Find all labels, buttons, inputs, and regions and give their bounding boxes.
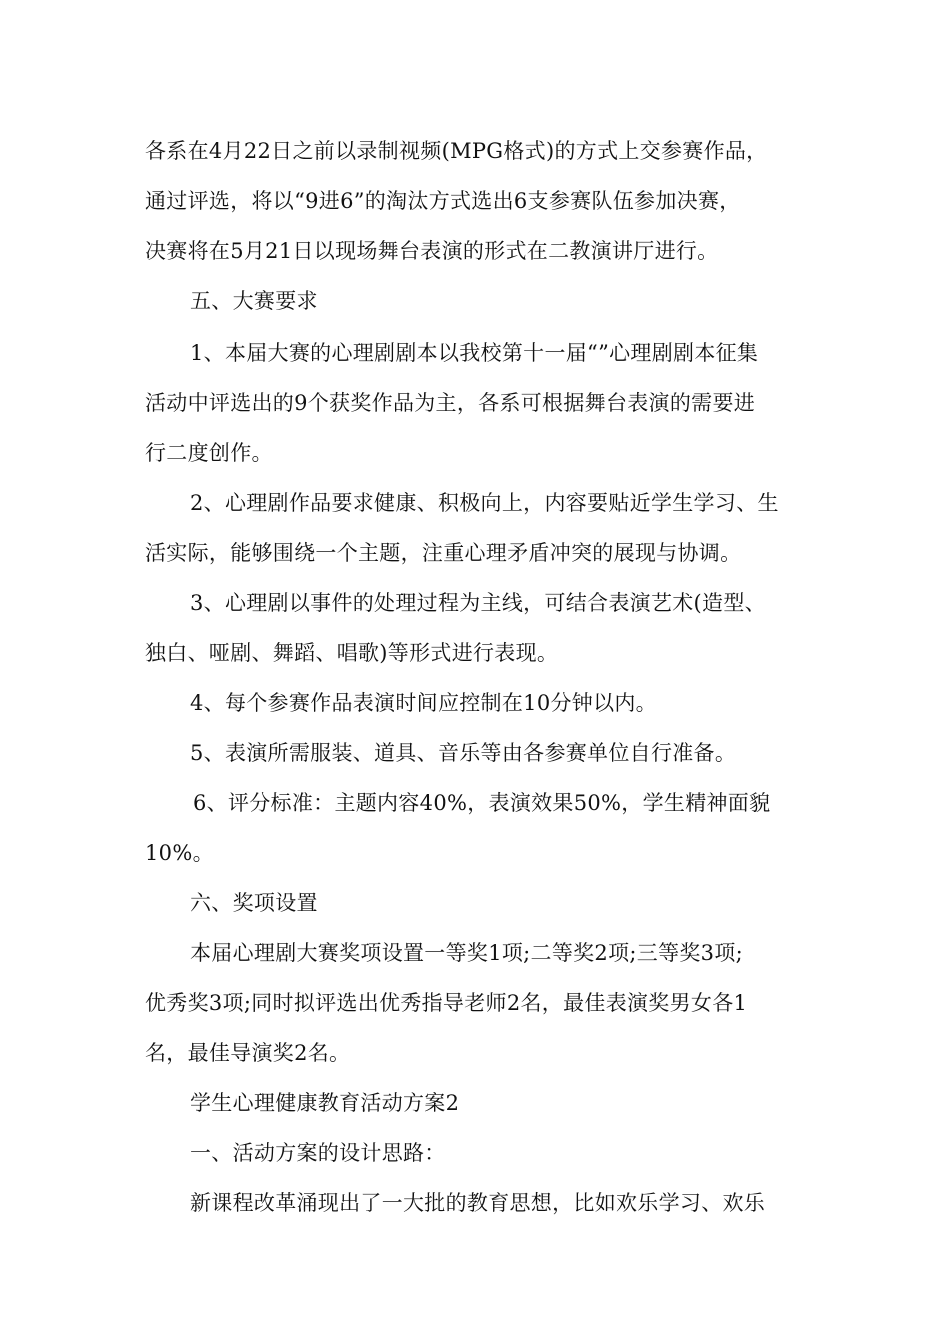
paragraph-line: 1、本届大赛的心理剧剧本以我校第十一届“”心理剧剧本征集 bbox=[190, 341, 759, 365]
paragraph-line: 通过评选，将以“9进6”的淘汰方式选出6支参赛队伍参加决赛， bbox=[145, 189, 741, 213]
paragraph-line: 名，最佳导演奖2名。 bbox=[145, 1041, 351, 1065]
paragraph-line: 6、评分标准：主题内容40%，表演效果50%，学生精神面貌 bbox=[193, 791, 771, 815]
paragraph-line: 本届心理剧大赛奖项设置一等奖1项;二等奖2项;三等奖3项; bbox=[190, 941, 744, 965]
paragraph-line: 优秀奖3项;同时拟评选出优秀指导老师2名，最佳表演奖男女各1 bbox=[145, 991, 748, 1015]
document-title: 学生心理健康教育活动方案2 bbox=[190, 1091, 460, 1115]
paragraph-line: 活实际，能够围绕一个主题，注重心理矛盾冲突的展现与协调。 bbox=[145, 541, 742, 565]
section-heading: 五、大赛要求 bbox=[190, 289, 318, 313]
paragraph-line: 10%。 bbox=[145, 841, 214, 865]
paragraph-line: 决赛将在5月21日以现场舞台表演的形式在二教演讲厅进行。 bbox=[145, 239, 719, 263]
paragraph-line: 3、心理剧以事件的处理过程为主线，可结合表演艺术(造型、 bbox=[190, 591, 766, 615]
paragraph-line: 5、表演所需服装、道具、音乐等由各参赛单位自行准备。 bbox=[190, 741, 737, 765]
section-heading: 一、活动方案的设计思路： bbox=[190, 1141, 446, 1165]
section-heading: 六、奖项设置 bbox=[190, 891, 318, 915]
paragraph-line: 独白、哑剧、舞蹈、唱歌)等形式进行表现。 bbox=[145, 641, 559, 665]
paragraph-line: 各系在4月22日之前以录制视频(MPG格式)的方式上交参赛作品， bbox=[145, 139, 768, 163]
paragraph-line: 新课程改革涌现出了一大批的教育思想，比如欢乐学习、欢乐 bbox=[190, 1191, 766, 1215]
paragraph-line: 行二度创作。 bbox=[145, 441, 273, 465]
paragraph-line: 活动中评选出的9个获奖作品为主，各系可根据舞台表演的需要进 bbox=[145, 391, 756, 415]
paragraph-line: 4、每个参赛作品表演时间应控制在10分钟以内。 bbox=[190, 691, 657, 715]
paragraph-line: 2、心理剧作品要求健康、积极向上，内容要贴近学生学习、生 bbox=[190, 491, 779, 515]
